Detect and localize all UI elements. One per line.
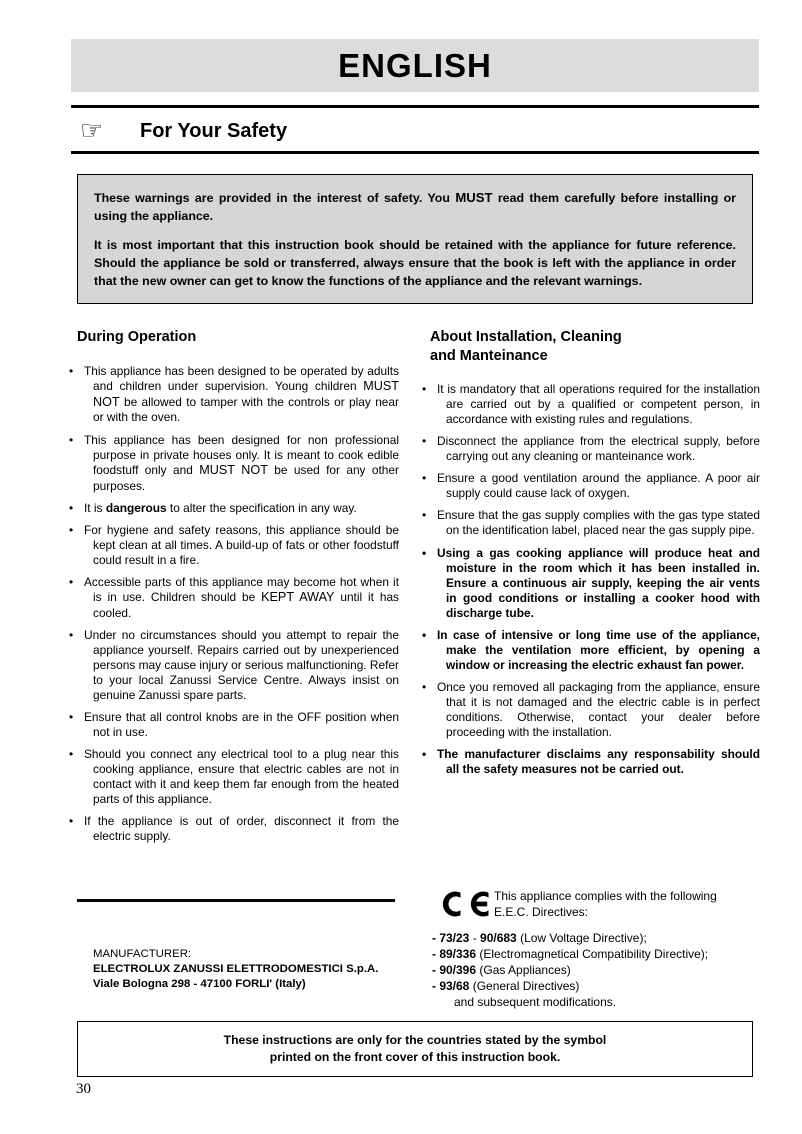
column-during-operation — [77, 328, 399, 851]
language-title: ENGLISH — [338, 47, 492, 84]
manufacturer-label: MANUFACTURER: — [93, 948, 192, 960]
section-rule-top — [71, 105, 759, 108]
left-column-heading: During Operation — [77, 329, 197, 345]
list-item: • For hygiene and safety reasons, this appliance should be kept clean at all times. A build-up of fats or other foodstuff could result in a fire. — [77, 523, 399, 568]
directive-item: - 73/23 - 90/683 (Low Voltage Directive); — [432, 931, 647, 945]
section-header — [71, 113, 759, 149]
list-item: • It is mandatory that all operations required for the installation are carried out by a qualified or competent person, in accordance with existing rules and regulations. — [430, 382, 760, 427]
list-item: • Ensure a good ventilation around the appliance. A poor air supply could cause lack of oxygen. — [430, 471, 760, 501]
ce-directives-list — [432, 930, 762, 994]
safety-warning-box — [77, 174, 753, 304]
pointing-hand-icon: ☞ — [80, 115, 104, 145]
section-rule-bottom — [71, 151, 759, 154]
list-item: • This appliance has been designed for non professional purpose in private houses only. It is meant to cook edible foodstuff only and MUST NOT be used for any other purposes. — [77, 433, 399, 494]
right-column-bullet-list — [430, 382, 760, 777]
countries-note-box — [77, 1021, 753, 1077]
manufacturer-block — [93, 947, 423, 992]
page-number: 30 — [76, 1081, 91, 1097]
ce-directives-tail: and subsequent modifications. — [454, 995, 617, 1010]
ce-intro-text — [494, 888, 717, 920]
list-item: • Ensure that the gas supply complies with the gas type stated on the identification label, placed near the gas supply pipe. — [430, 508, 760, 538]
ce-compliance-block — [432, 888, 762, 1010]
directive-item: - 89/336 (Electromagnetical Compatibility Directive); — [432, 947, 709, 962]
ce-mark-icon — [432, 889, 494, 924]
list-item: • Ensure that all control knobs are in the OFF position when not in use. — [77, 710, 399, 740]
list-item: • In case of intensive or long time use of the appliance, make the ventilation more efficient, by opening a window or increasing the electric exhaust fan power. — [430, 628, 760, 673]
right-heading-line-1: About Installation, Cleaning — [430, 329, 622, 345]
countries-note-line-2: printed on the front cover of this instruction book. — [269, 1049, 561, 1064]
list-item: • Disconnect the appliance from the electrical supply, before carrying out any cleaning or manteinance work. — [430, 434, 760, 464]
manufacturer-company: ELECTROLUX ZANUSSI ELETTRODOMESTICI S.p.A. — [93, 963, 379, 976]
warning-paragraph-2: It is most important that this instruction book should be retained with the appliance for future reference. Should the appliance be sold or transferred, always ensure that the book is left with the appliance in order that the new owner can get to know the functions of the appliance and the relevant warnings. — [94, 237, 736, 288]
ce-intro-line-2: E.E.C. Directives: — [494, 904, 589, 919]
list-item: • Under no circumstances should you attempt to repair the appliance yourself. Repairs carried out by unexperienced persons may cause injury or serious malfunctioning. Refer to your local Zanussi Service Centre. Always insist on genuine Zanussi spare parts. — [77, 628, 399, 703]
list-item: • The manufacturer disclaims any responsability should all the safety measures not be carried out. — [430, 747, 760, 777]
countries-note-line-1: These instructions are only for the countries stated by the symbol — [223, 1033, 607, 1047]
manufacturer-address: Viale Bologna 298 - 47100 FORLI' (Italy) — [93, 978, 306, 991]
ce-intro-line-1: This appliance complies with the following — [494, 889, 717, 903]
list-item: • Using a gas cooking appliance will produce heat and moisture in the room which it has been installed in. Ensure a continuous air supply, keeping the air vents in good conditions or installing a cooker hood with discharge tube. — [430, 546, 760, 621]
right-column-heading — [430, 328, 760, 365]
left-column-bullet-list — [77, 364, 399, 845]
warning-paragraph-1: These warnings are provided in the interest of safety. You MUST read them carefully before installing or using the appliance. — [94, 190, 737, 223]
section-title: For Your Safety — [140, 119, 288, 142]
directive-item: - 93/68 (General Directives) — [432, 979, 580, 994]
ce-top-row — [432, 888, 762, 924]
directive-item: - 90/396 (Gas Appliances) — [432, 963, 571, 978]
list-item: • Should you connect any electrical tool to a plug near this cooking appliance, ensure that electric cables are not in contact with it and keep them far enough from the heated parts of this appliance. — [77, 747, 399, 807]
list-item: • This appliance has been designed to be operated by adults and children under supervision. Young children MUST NOT be allowed to tamper with the controls or play near or with the oven. — [77, 364, 399, 426]
language-header-band — [71, 39, 759, 92]
column-about-installation — [430, 328, 760, 784]
manufacturer-divider — [77, 899, 395, 902]
list-item: • Accessible parts of this appliance may become hot when it is in use. Children should be KEPT AWAY until it has cooled. — [77, 575, 399, 621]
list-item: • Once you removed all packaging from the appliance, ensure that it is not damaged and the electric cable is in perfect conditions. Otherwise, contact your dealer before proceeding with the installation. — [430, 680, 760, 740]
list-item: • It is dangerous to alter the specification in any way. — [77, 501, 399, 516]
right-heading-line-2: and Manteinance — [430, 347, 548, 364]
list-item: • If the appliance is out of order, disconnect it from the electric supply. — [77, 814, 399, 844]
